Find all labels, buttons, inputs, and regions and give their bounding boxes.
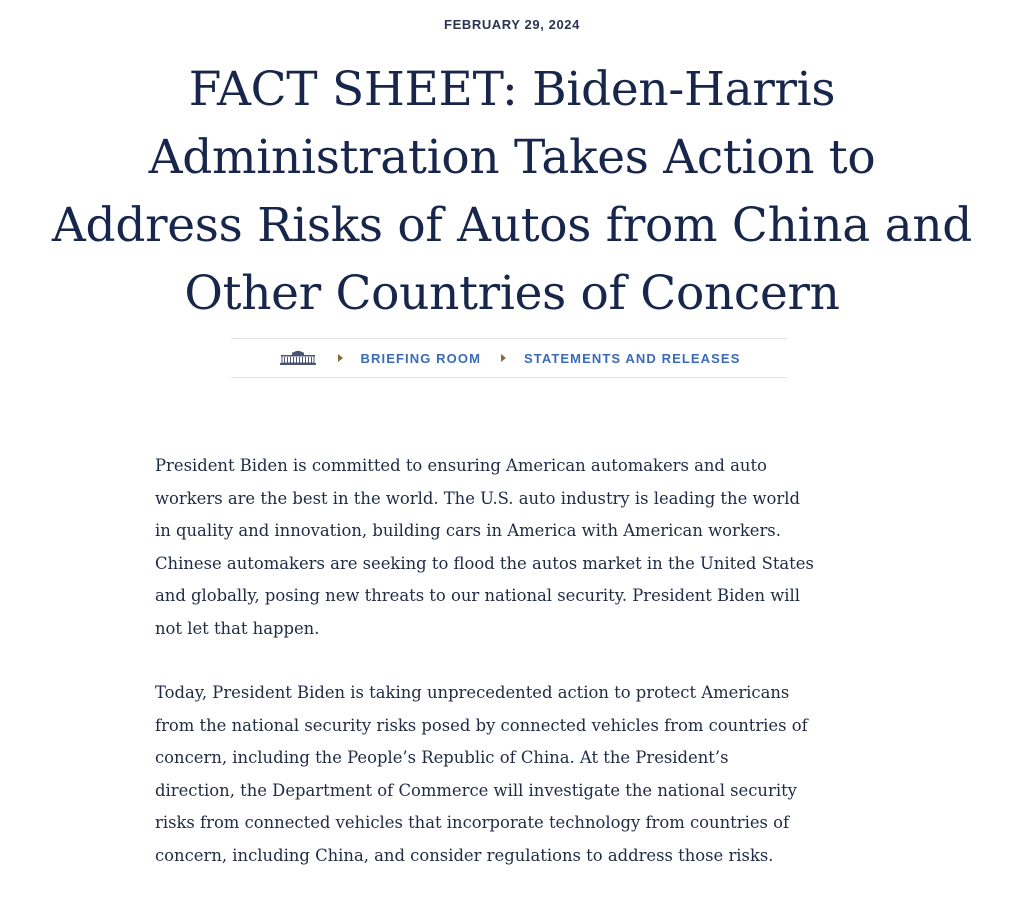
text-line: risks from connected vehicles that incorporate technology from countries of bbox=[155, 813, 790, 832]
text-line: Chinese automakers are seeking to flood the autos market in the United States bbox=[155, 553, 814, 573]
title-line: Address Risks of Autos from China and bbox=[51, 198, 973, 253]
chevron-right-icon bbox=[501, 354, 506, 362]
white-house-icon[interactable] bbox=[278, 350, 318, 366]
text-line: Today, President Biden is taking unprecedented action to protect Americans bbox=[155, 683, 790, 702]
page-title bbox=[20, 56, 1004, 328]
text-line: concern, including the People’s Republic of China. At the President’s bbox=[155, 748, 729, 767]
text-line: and globally, posing new threats to our national security. President Biden will bbox=[155, 586, 801, 605]
title-line: Administration Takes Action to bbox=[148, 130, 876, 185]
breadcrumb bbox=[231, 338, 787, 378]
text-line: workers are the best in the world. The U.S. auto industry is leading the world bbox=[155, 488, 800, 508]
text-line: in quality and innovation, building cars in America with American workers. bbox=[155, 521, 781, 540]
title-line: Other Countries of Concern bbox=[184, 266, 840, 321]
breadcrumb-briefing-room[interactable]: BRIEFING ROOM bbox=[360, 350, 481, 366]
paragraph bbox=[155, 450, 875, 645]
text-line: direction, the Department of Commerce will investigate the national security bbox=[155, 780, 797, 800]
text-line: concern, including China, and consider regulations to address those risks. bbox=[155, 845, 774, 865]
text-line: President Biden is committed to ensuring American automakers and auto bbox=[155, 456, 767, 475]
chevron-right-icon bbox=[338, 354, 343, 362]
paragraph bbox=[155, 677, 875, 872]
breadcrumb-statements-and-releases[interactable]: STATEMENTS AND RELEASES bbox=[524, 350, 741, 366]
text-line: not let that happen. bbox=[155, 618, 320, 638]
text-line: from the national security risks posed by connected vehicles from countries of bbox=[155, 715, 808, 735]
article-body bbox=[155, 450, 875, 904]
article-date: FEBRUARY 29, 2024 bbox=[444, 17, 580, 32]
title-line: FACT SHEET: Biden-Harris bbox=[188, 62, 836, 117]
